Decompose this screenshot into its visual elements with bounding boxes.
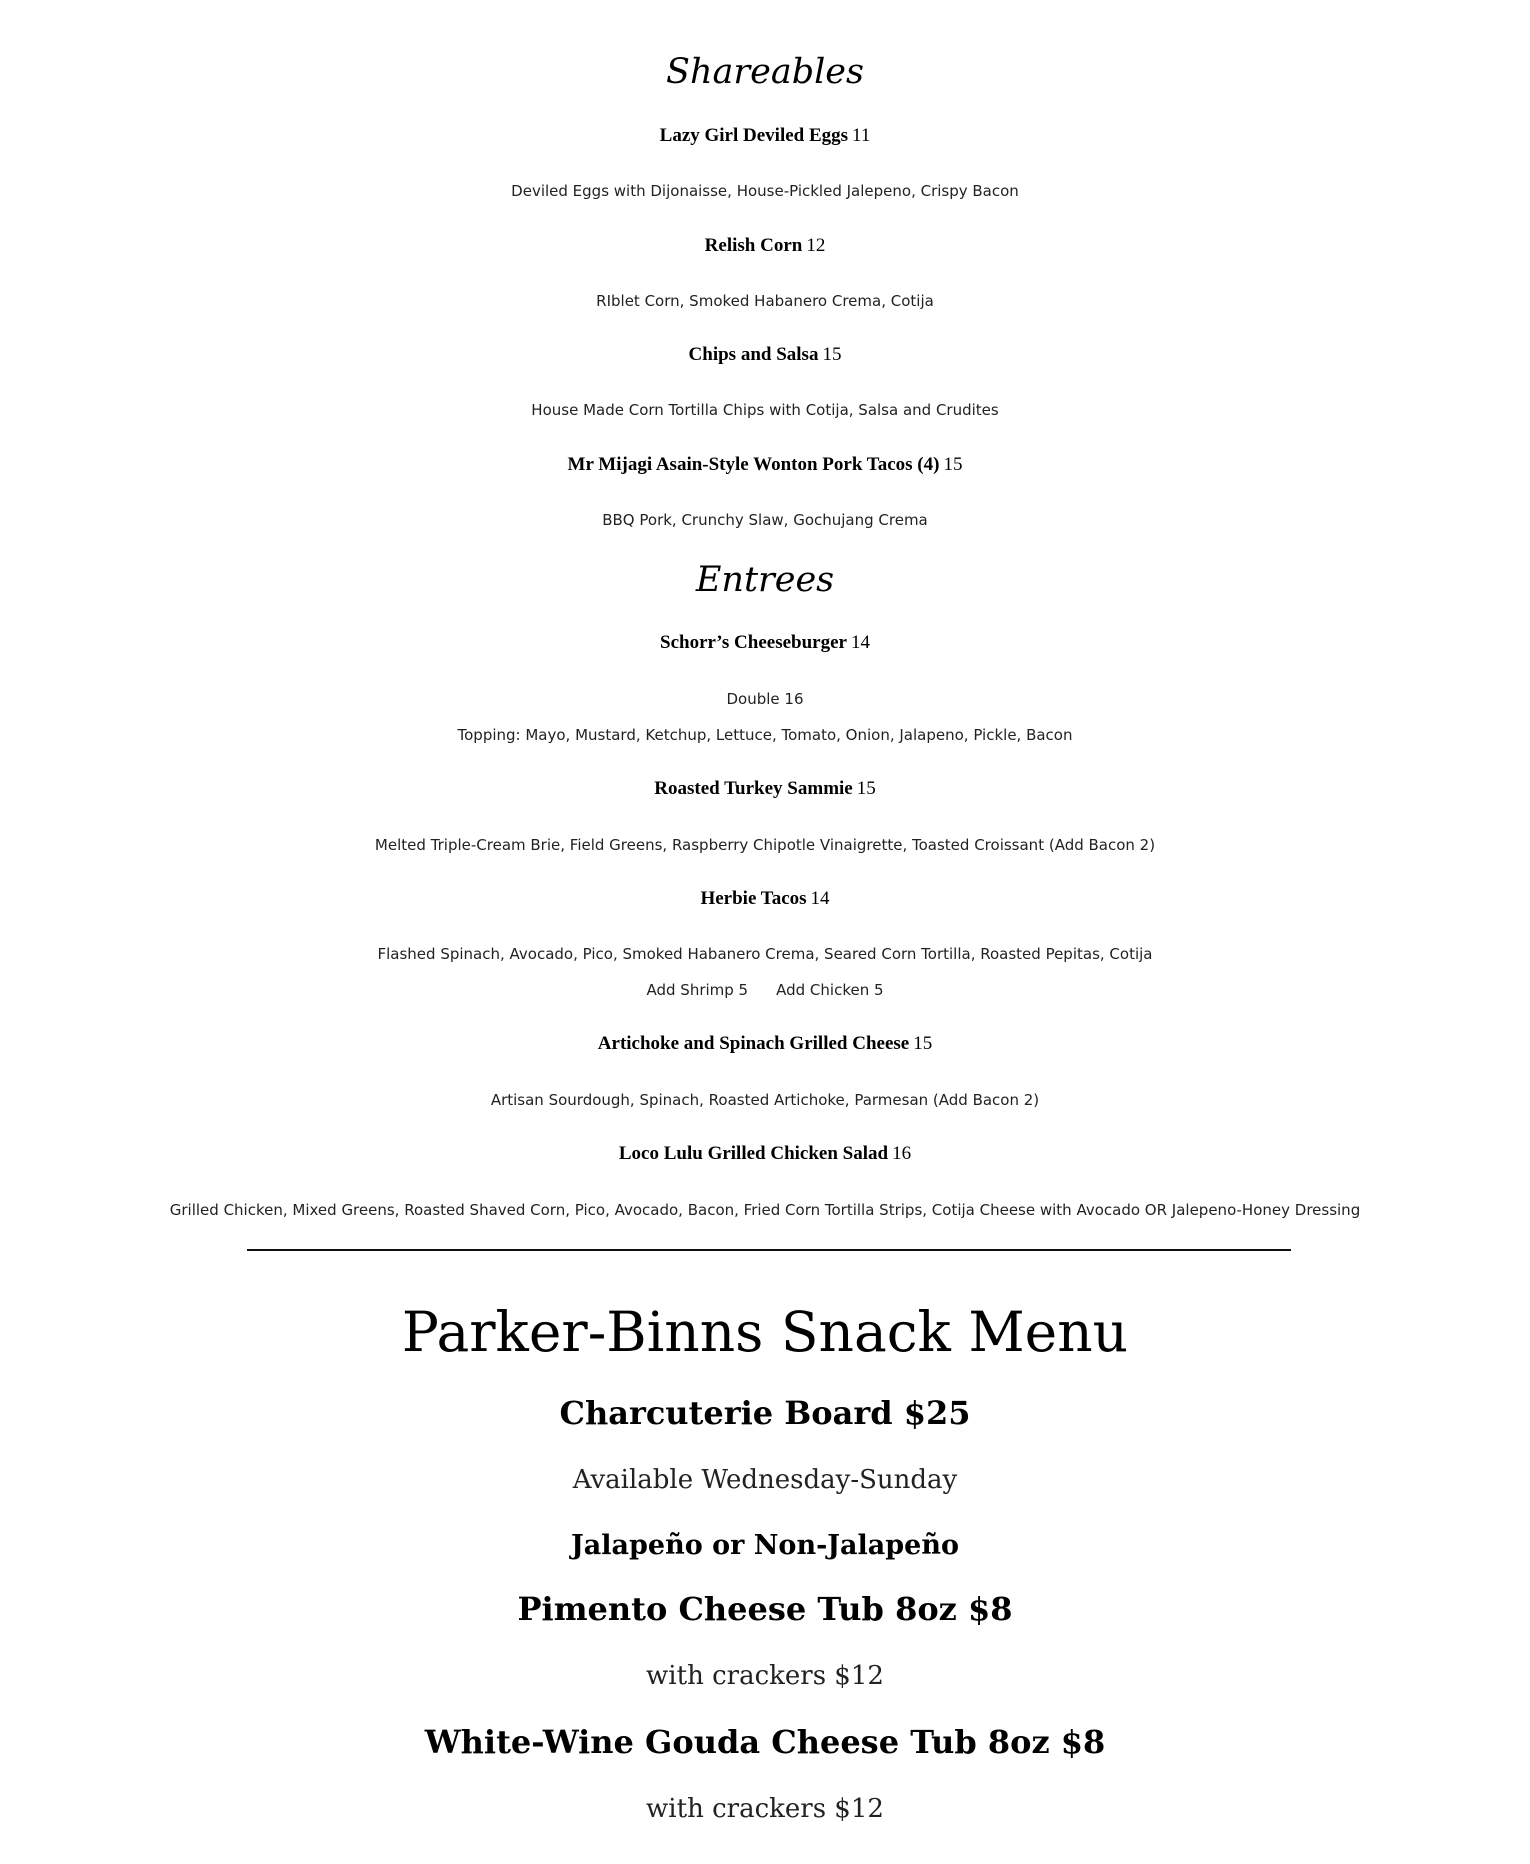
item-addons [0, 980, 1530, 1000]
item-description: BBQ Pork, Crunchy Slaw, Gochujang Crema [602, 511, 928, 529]
item-description: Double 16 [726, 690, 804, 708]
item-price: 15 [943, 454, 963, 475]
item-description-toppings: Topping: Mayo, Mustard, Ketchup, Lettuce, Tomato, Onion, Jalapeno, Pickle, Bacon [457, 726, 1073, 744]
item-price: 16 [892, 1143, 912, 1164]
item-price: 15 [822, 344, 842, 365]
item-price: 11 [852, 125, 871, 146]
menu-item-title [0, 234, 1530, 258]
item-description: RIblet Corn, Smoked Habanero Crema, Cotija [596, 292, 934, 310]
addon-chicken: Add Chicken 5 [776, 981, 884, 999]
section-divider [247, 1249, 1291, 1251]
item-description: Grilled Chicken, Mixed Greens, Roasted Shaved Corn, Pico, Avocado, Bacon, Fried Corn Tortilla Strips, Cotija Cheese with Avocado OR Jalepeno-Honey Dressing [169, 1201, 1361, 1219]
item-description: Flashed Spinach, Avocado, Pico, Smoked Habanero Crema, Seared Corn Tortilla, Roasted Pepitas, Cotija [377, 945, 1153, 963]
item-name: Lazy Girl Deviled Eggs [659, 125, 849, 146]
menu-item-title [0, 777, 1530, 801]
snack-item-name: Pimento Cheese Tub 8oz $8 [517, 1590, 1013, 1628]
snack-menu-title: Parker-Binns Snack Menu [401, 1300, 1129, 1364]
menu-item-title [0, 887, 1530, 911]
snack-item-note: Available Wednesday-Sunday [572, 1465, 958, 1495]
item-description: Deviled Eggs with Dijonaisse, House-Pickled Jalepeno, Crispy Bacon [511, 182, 1019, 200]
item-name: Schorr’s Cheeseburger [660, 632, 847, 653]
snack-item-name: Jalapeño or Non-Jalapeño [571, 1530, 959, 1561]
menu-item-title [0, 631, 1530, 655]
item-price: 15 [913, 1033, 933, 1054]
item-name: Artichoke and Spinach Grilled Cheese [597, 1033, 910, 1054]
snack-item-note: with crackers $12 [646, 1661, 884, 1691]
item-description: House Made Corn Tortilla Chips with Cotija, Salsa and Crudites [531, 401, 999, 419]
shareables-heading: Shareables [666, 52, 864, 92]
snack-item-name: Charcuterie Board $25 [559, 1394, 971, 1432]
menu-item-title [0, 124, 1530, 148]
item-name: Loco Lulu Grilled Chicken Salad [618, 1143, 889, 1164]
entrees-heading: Entrees [695, 560, 835, 600]
menu-item-title [0, 453, 1530, 477]
item-name: Roasted Turkey Sammie [654, 778, 853, 799]
snack-item-note: with crackers $12 [646, 1794, 884, 1824]
menu-item-title [0, 1032, 1530, 1056]
item-price: 15 [856, 778, 876, 799]
item-price: 12 [806, 235, 826, 256]
addon-shrimp: Add Shrimp 5 [646, 981, 749, 999]
item-price: 14 [810, 888, 830, 909]
item-description: Melted Triple-Cream Brie, Field Greens, Raspberry Chipotle Vinaigrette, Toasted Croissant (Add Bacon 2) [374, 836, 1156, 854]
item-name: Mr Mijagi Asain-Style Wonton Pork Tacos (4) [567, 454, 940, 475]
item-name: Relish Corn [704, 235, 803, 256]
item-name: Chips and Salsa [688, 344, 819, 365]
menu-item-title [0, 343, 1530, 367]
item-name: Herbie Tacos [700, 888, 807, 909]
snack-item-name: White-Wine Gouda Cheese Tub 8oz $8 [424, 1723, 1106, 1761]
item-price: 14 [850, 632, 870, 653]
menu-item-title [0, 1142, 1530, 1166]
item-description: Artisan Sourdough, Spinach, Roasted Artichoke, Parmesan (Add Bacon 2) [490, 1091, 1040, 1109]
